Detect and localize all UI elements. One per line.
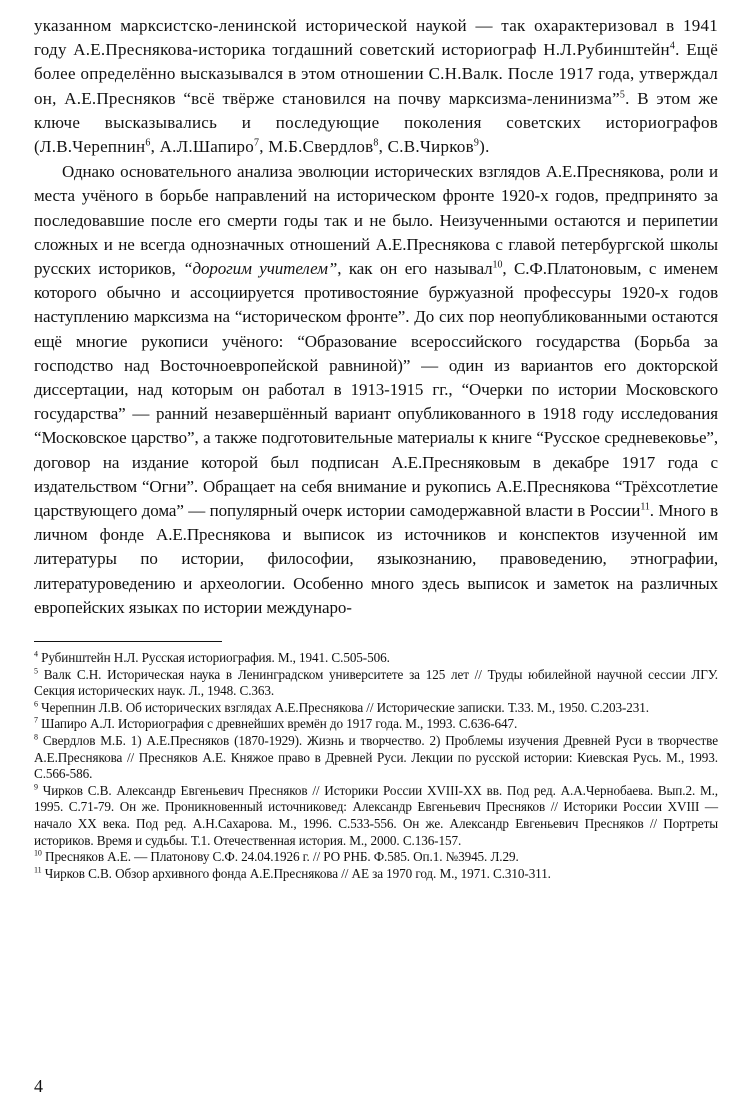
- footnote-number: 11: [34, 865, 42, 875]
- footnote-ref: 11: [640, 501, 650, 513]
- footnote-text: Валк С.Н. Историческая наука в Ленинградском университете за 125 лет // Труды юбилейной научной сессии ЛГУ. Секция исторических наук. Л., 1948. С.363.: [34, 666, 719, 699]
- footnote-item: [34, 650, 718, 667]
- footnote-text: Шапиро А.Л. Историография с древнейших времён до 1917 года. М., 1993. С.636-647.: [41, 716, 518, 732]
- paragraph-text: , М.Б.Свердлов: [259, 137, 374, 157]
- paragraph-text: , С.Ф.Платоновым, с именем которого обычно и ассоциируется противостояние буржуазной профессуры 1920-х годов наступлению марксизма на “историческом фронте”. До сих пор неопубликованными остаются ещё многие рукописи учёного: “Образование всероссийского государства (Борьба за господство над Восточноевропейской равниной)” — один из вариантов его докторской диссертации, над которым он работал в 1913-1915 гг., “Очерки по истории Московского государства” — ранний незавершённый вариант опубликованного в 1918 году исследования “Московское царство”, а также подготовительные материалы к книге “Русское средневековье”, договор на издание которой был подписан А.Е.Пресняковым в декабре 1917 года с издательством “Огни”. Обращает на себя внимание и рукопись А.Е.Преснякова “Трёхсотлетие царствующего дома” — популярный очерк истории самодержавной власти в России: [34, 259, 718, 521]
- paragraph-text: . Много в личном фонде А.Е.Преснякова и выписок из источников и конспектов изученной им литературы по истории, философии, языкознанию, правоведению, этнографии, литературоведению и археологии. Особенно много здесь выписок и заметок на различных европейских языках по истории междунаро-: [34, 501, 719, 617]
- footnote-text: Черепнин Л.В. Об исторических взглядах А.Е.Преснякова // Исторические записки. Т.33. М., 1950. С.203-231.: [41, 699, 649, 715]
- paragraph-text: . В этом же ключе высказывались и последующие поколения советских историографов (Л.В.Черепнин: [34, 88, 719, 157]
- footnote-number: 10: [34, 848, 42, 858]
- footnote-item: [34, 866, 718, 883]
- paragraph-1: [34, 14, 718, 159]
- footnote-text: Чирков С.В. Александр Евгеньевич Пресняков // Историки России XVIII-XX вв. Под ред. А.А.Чернобаева. Вып.2. М., 1995. С.71-79. Он же. Проникновенный источниковед: Александр Евгеньевич Пресняков // Историки России XVIII — начало XX века. Под ред. А.Н.Сахарова. М., 1996. С.533-556. Он же. Александр Евгеньевич Пресняков // Портреты историков. Время и судьбы. Т.1. Отечественная история. М., 2000. С.136-157.: [34, 782, 718, 848]
- paragraph-2: [34, 160, 718, 620]
- footnote-ref: 9: [473, 137, 480, 149]
- paragraph-text: указанном марксистско-ленинской исторической наукой — так охарактеризовал в 1941 году А.Е.Преснякова-историка тогдашний советский историограф Н.Л.Рубинштейн: [34, 16, 718, 60]
- footnote-ref: 6: [145, 137, 151, 149]
- footnote-number: 4: [34, 649, 38, 659]
- footnote-item: [34, 667, 718, 700]
- paragraph-text: , как он его называл: [337, 259, 493, 279]
- footnote-number: 5: [34, 666, 38, 676]
- footnote-ref: 8: [373, 137, 379, 149]
- footnote-text: Свердлов М.Б. 1) А.Е.Пресняков (1870-1929). Жизнь и творчество. 2) Проблемы изучения Древней Руси в творчестве А.Е.Преснякова // Пресняков А.Е. Княжое право в Древней Руси. Лекции по русской истории: Киевская Русь. М., 1993. С.566-586.: [34, 733, 718, 782]
- footnote-text: Рубинштейн Н.Л. Русская историография. М., 1941. С.505-506.: [41, 650, 390, 666]
- paragraph-text: ).: [479, 137, 490, 157]
- page-body: [34, 14, 718, 882]
- footnotes: [34, 650, 718, 882]
- footnote-number: 8: [34, 732, 38, 742]
- footnote-number: 7: [34, 716, 38, 726]
- paragraph-text: . Ещё более определённо высказывался в этом отношении С.Н.Валк. После 1917 года, утверждал он, А.Е.Пресняков “всё твёрже становился на почву марксизма-ленинизма”: [34, 40, 718, 108]
- footnote-ref: 4: [669, 40, 676, 52]
- footnote-number: 6: [34, 699, 38, 709]
- footnote-divider: [34, 641, 222, 642]
- footnote-item: [34, 700, 718, 717]
- footnote-item: [34, 849, 718, 866]
- paragraph-text: Однако основательного анализа эволюции исторических взглядов А.Е.Преснякова, роли и места учёного в борьбе направлений на историческом фронте 1920-х годов, предпринято за последовавшие после его смерти годы так и не было. Неизученными остаются и перипетии сложных и не всегда однозначных отношений А.Е.Преснякова с главой петербургской школы русских историков,: [34, 162, 718, 279]
- footnote-item: [34, 716, 718, 733]
- footnote-item: [34, 733, 718, 783]
- page-number: 4: [34, 1076, 43, 1096]
- footnote-item: [34, 783, 718, 849]
- footnote-ref: 10: [492, 259, 503, 271]
- footnote-text: Пресняков А.Е. — Платонову С.Ф. 24.04.1926 г. // РО РНБ. Ф.585. Оп.1. №3945. Л.29.: [45, 849, 519, 865]
- footnote-text: Чирков С.В. Обзор архивного фонда А.Е.Преснякова // АЕ за 1970 год. М., 1971. С.310-311.: [44, 865, 551, 881]
- footnote-number: 9: [34, 782, 38, 792]
- italic-quote: “дорогим учителем”: [183, 259, 338, 279]
- footnote-ref: 5: [619, 88, 626, 100]
- footnote-ref: 7: [254, 137, 260, 149]
- paragraph-text: , А.Л.Шапиро: [150, 137, 255, 157]
- paragraph-text: , С.В.Чирков: [378, 137, 474, 157]
